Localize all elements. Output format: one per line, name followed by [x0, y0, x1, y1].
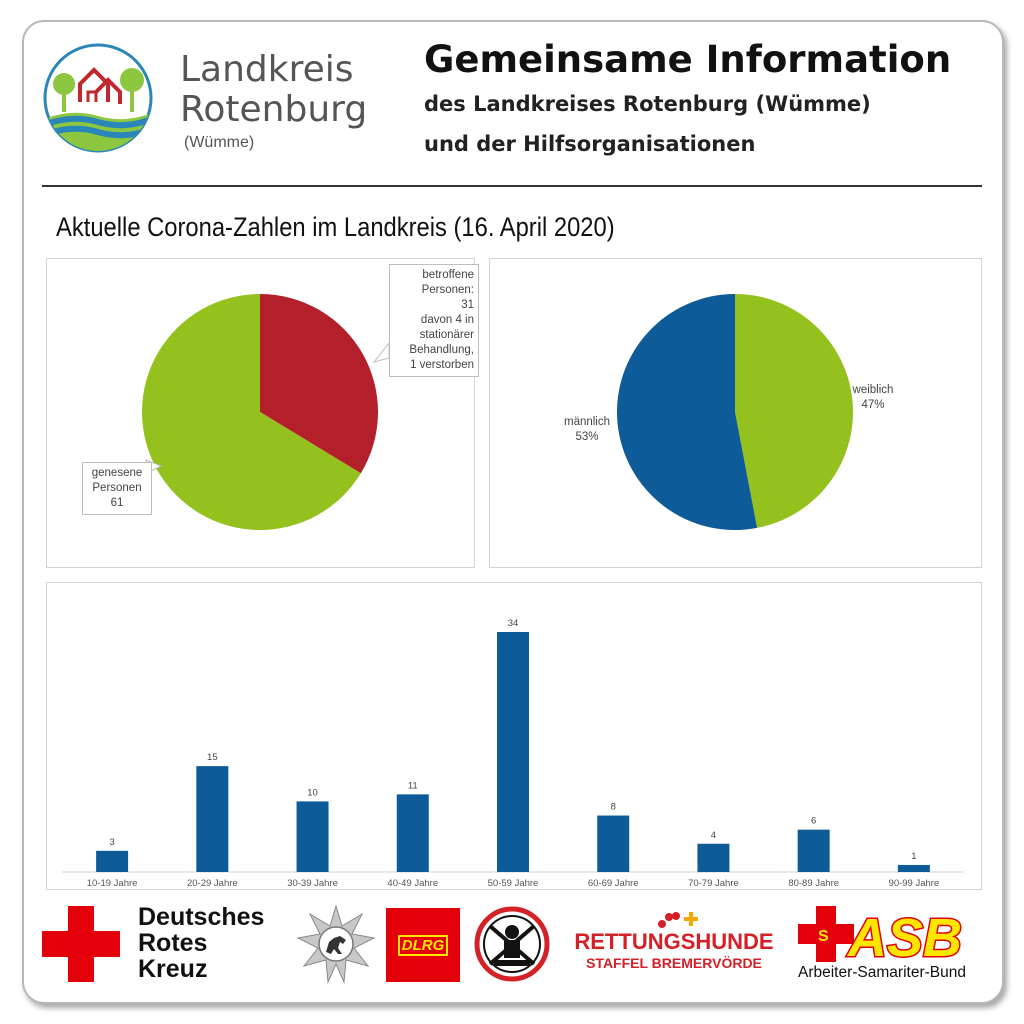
asb-logo: [798, 906, 978, 962]
bar-1: [196, 766, 228, 872]
bar-value-label: 4: [710, 829, 717, 841]
district-subtitle: (Wümme): [184, 134, 255, 151]
pie-percent-male: 53%: [575, 431, 599, 443]
bar-value-label: 15: [207, 752, 218, 764]
drk-wordmark: Deutsches Rotes Kreuz: [138, 903, 265, 983]
bar-0: [96, 851, 128, 872]
svg-text:ASB: ASB: [848, 908, 963, 962]
headline: Aktuelle Corona-Zahlen im Landkreis (16. April 2020): [56, 212, 615, 242]
x-tick-label: 10-19 Jahre: [86, 878, 138, 888]
fire-brigade-icon: [474, 906, 550, 982]
x-tick-label: 20-29 Jahre: [186, 878, 238, 888]
red-cross-icon: [42, 906, 120, 982]
svg-text:S: S: [818, 928, 829, 945]
pie-percent-female: 47%: [861, 399, 885, 411]
x-tick-label: 90-99 Jahre: [888, 878, 940, 888]
bar-7: [798, 830, 830, 872]
page-title: Gemeinsame Information: [424, 38, 952, 81]
bar-value-label: 8: [610, 801, 616, 813]
bar-value-label: 10: [307, 787, 318, 799]
page-subtitle-1: des Landkreises Rotenburg (Wümme): [424, 92, 871, 116]
bar-value-label: 11: [407, 780, 418, 792]
paw-cross-icon: [654, 908, 700, 934]
police-star-icon: [296, 904, 376, 984]
bar-value-label: 6: [811, 815, 817, 827]
x-tick-label: 60-69 Jahre: [587, 878, 639, 888]
bar-6: [697, 844, 729, 872]
x-tick-label: 40-49 Jahre: [387, 878, 439, 888]
asb-subtitle: Arbeiter-Samariter-Bund: [798, 964, 966, 981]
x-tick-label: 70-79 Jahre: [688, 878, 739, 888]
callout-affected: betroffene Personen: 31 davon 4 in stationärer Behandlung, 1 verstorben: [389, 264, 479, 377]
bar-value-label: 1: [911, 850, 917, 862]
dlrg-logo: DLRG: [386, 908, 460, 982]
x-tick-label: 50-59 Jahre: [487, 878, 539, 888]
callout-pointer-affected: [374, 343, 389, 362]
callout-recovered: genesene Personen 61: [82, 462, 152, 515]
rettungshunde-logo: RETTUNGSHUNDE STAFFEL BREMERVÖRDE: [574, 929, 774, 971]
bar-4: [497, 632, 529, 872]
pie-label-female: weiblich: [852, 384, 894, 396]
page-subtitle-2: und der Hilfsorganisationen: [424, 132, 756, 156]
bar-5: [597, 816, 629, 872]
x-tick-label: 30-39 Jahre: [287, 878, 338, 888]
pie-chart-gender: [489, 258, 980, 566]
bar-2: [297, 801, 329, 872]
header-divider: [42, 185, 982, 187]
landkreis-logo: [42, 42, 154, 154]
bar-value-label: 34: [507, 618, 519, 629]
pie-label-male: männlich: [563, 416, 611, 428]
bar-value-label: 3: [109, 836, 115, 848]
district-name: Landkreis Rotenburg: [180, 49, 368, 130]
x-tick-label: 80-89 Jahre: [788, 878, 840, 888]
pie-slice-female: [735, 294, 853, 528]
bar-3: [397, 794, 429, 872]
bar-chart-age: [46, 582, 980, 888]
bar-8: [898, 865, 930, 872]
